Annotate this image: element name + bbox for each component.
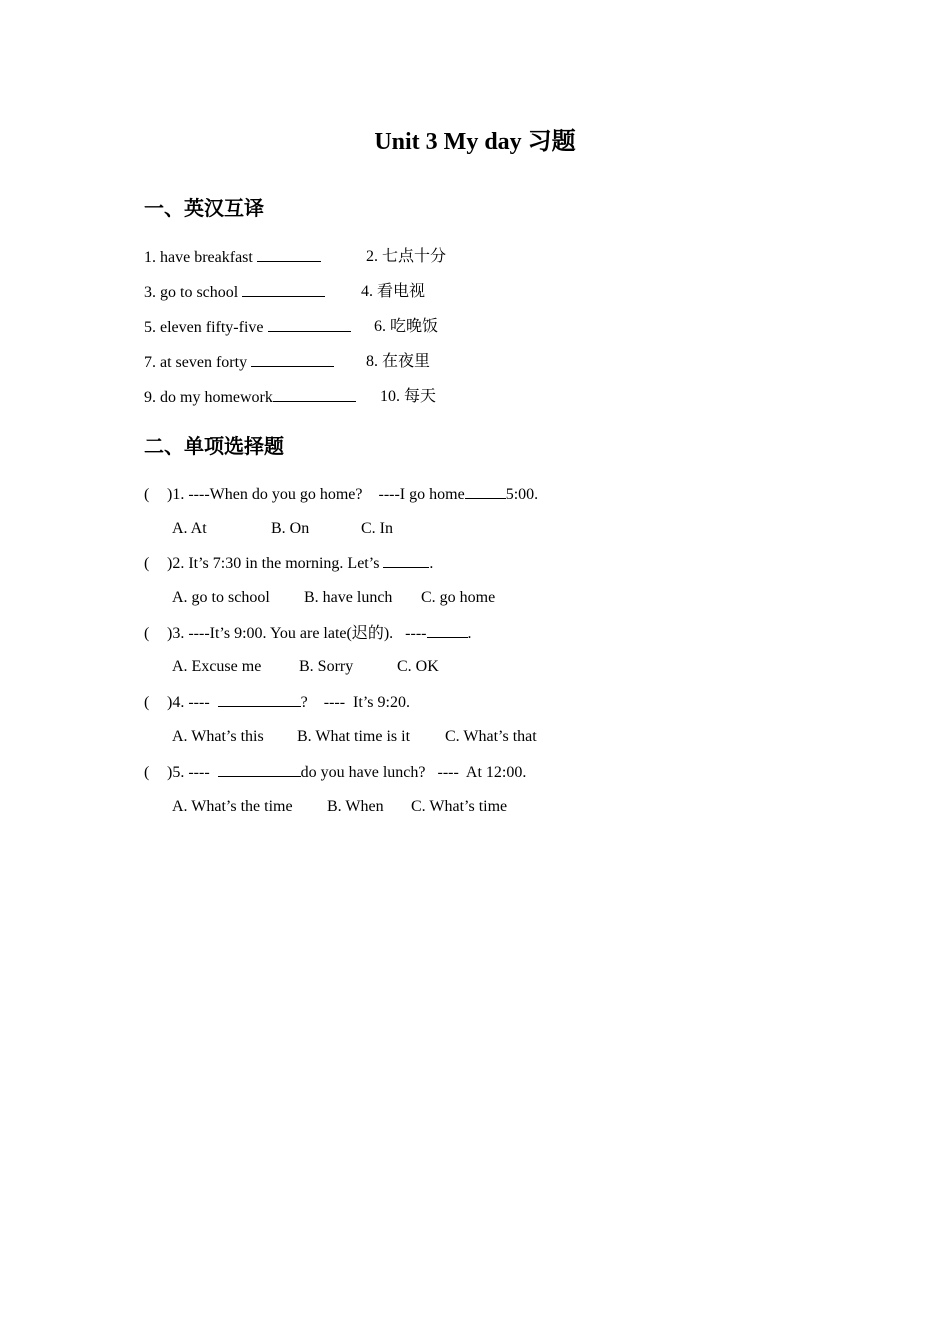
translation-item-text: 3. go to school [144, 284, 243, 301]
option-b: B. What time is it [297, 728, 411, 745]
answer-blank [257, 245, 321, 262]
answer-paren: ( [144, 625, 150, 642]
answer-paren: ( [144, 555, 150, 572]
answer-blank [251, 350, 334, 367]
option-b: B. have lunch [304, 589, 393, 606]
answer-paren: ( [144, 694, 150, 711]
translation-item-2: 2. 七点十分 [366, 248, 447, 265]
option-c: C. In [361, 520, 393, 537]
translation-item-3 [144, 280, 325, 305]
question-text: )2. It’s 7:30 in the morning. Let’s [167, 555, 384, 572]
question-5-options [172, 795, 507, 819]
answer-blank [242, 280, 325, 297]
translation-item-5 [144, 315, 351, 340]
option-a: A. Excuse me [172, 658, 262, 675]
option-c: C. OK [397, 658, 439, 675]
section-heading-translation: 一、英汉互译 [144, 196, 264, 220]
option-c: C. What’s time [411, 798, 508, 815]
answer-blank [427, 621, 468, 638]
translation-item-text: 5. eleven fifty-five [144, 319, 268, 336]
question-3 [144, 621, 472, 646]
translation-item-7 [144, 350, 334, 375]
question-text-end: 5:00. [505, 486, 539, 503]
translation-item-10: 10. 每天 [380, 388, 437, 405]
answer-paren: ( [144, 764, 150, 781]
question-4 [144, 690, 410, 715]
question-2 [144, 551, 433, 576]
option-a: A. What’s this [172, 728, 264, 745]
option-a: A. What’s the time [172, 798, 293, 815]
answer-blank [218, 760, 301, 777]
question-text: )3. ----It’s 9:00. You are late(迟的). ---- [167, 625, 427, 642]
question-4-options [172, 725, 537, 749]
question-text-end: ? ---- It’s 9:20. [300, 694, 410, 711]
question-text: )4. ---- [167, 694, 218, 711]
question-3-options [172, 655, 439, 679]
option-b: B. On [271, 520, 310, 537]
answer-blank [218, 690, 301, 707]
option-b: B. When [327, 798, 384, 815]
answer-blank [383, 551, 429, 568]
translation-item-text: 9. do my homework [144, 389, 273, 406]
option-a: A. At [172, 520, 207, 537]
translation-item-1 [144, 245, 321, 270]
answer-blank [273, 385, 356, 402]
question-1 [144, 482, 538, 507]
question-text-end: do you have lunch? ---- At 12:00. [300, 764, 527, 781]
question-text: )1. ----When do you go home? ----I go home [167, 486, 465, 503]
translation-item-text: 7. at seven forty [144, 354, 252, 371]
option-a: A. go to school [172, 589, 270, 606]
answer-blank [465, 482, 506, 499]
question-text: )5. ---- [167, 764, 218, 781]
translation-item-4: 4. 看电视 [361, 283, 426, 300]
page-title: Unit 3 My day 习题 [374, 129, 576, 155]
question-1-options [172, 517, 393, 541]
section-heading-multiple-choice: 二、单项选择题 [144, 434, 284, 458]
question-text-end: . [467, 625, 472, 642]
translation-item-9 [144, 385, 356, 410]
translation-item-6: 6. 吃晚饭 [374, 318, 439, 335]
question-2-options [172, 586, 495, 610]
translation-item-8: 8. 在夜里 [366, 353, 431, 370]
option-c: C. go home [421, 589, 496, 606]
question-5 [144, 760, 526, 785]
option-b: B. Sorry [299, 658, 354, 675]
option-c: C. What’s that [445, 728, 537, 745]
question-text-end: . [429, 555, 434, 572]
answer-paren: ( [144, 486, 150, 503]
translation-item-text: 1. have breakfast [144, 249, 257, 266]
answer-blank [268, 315, 351, 332]
